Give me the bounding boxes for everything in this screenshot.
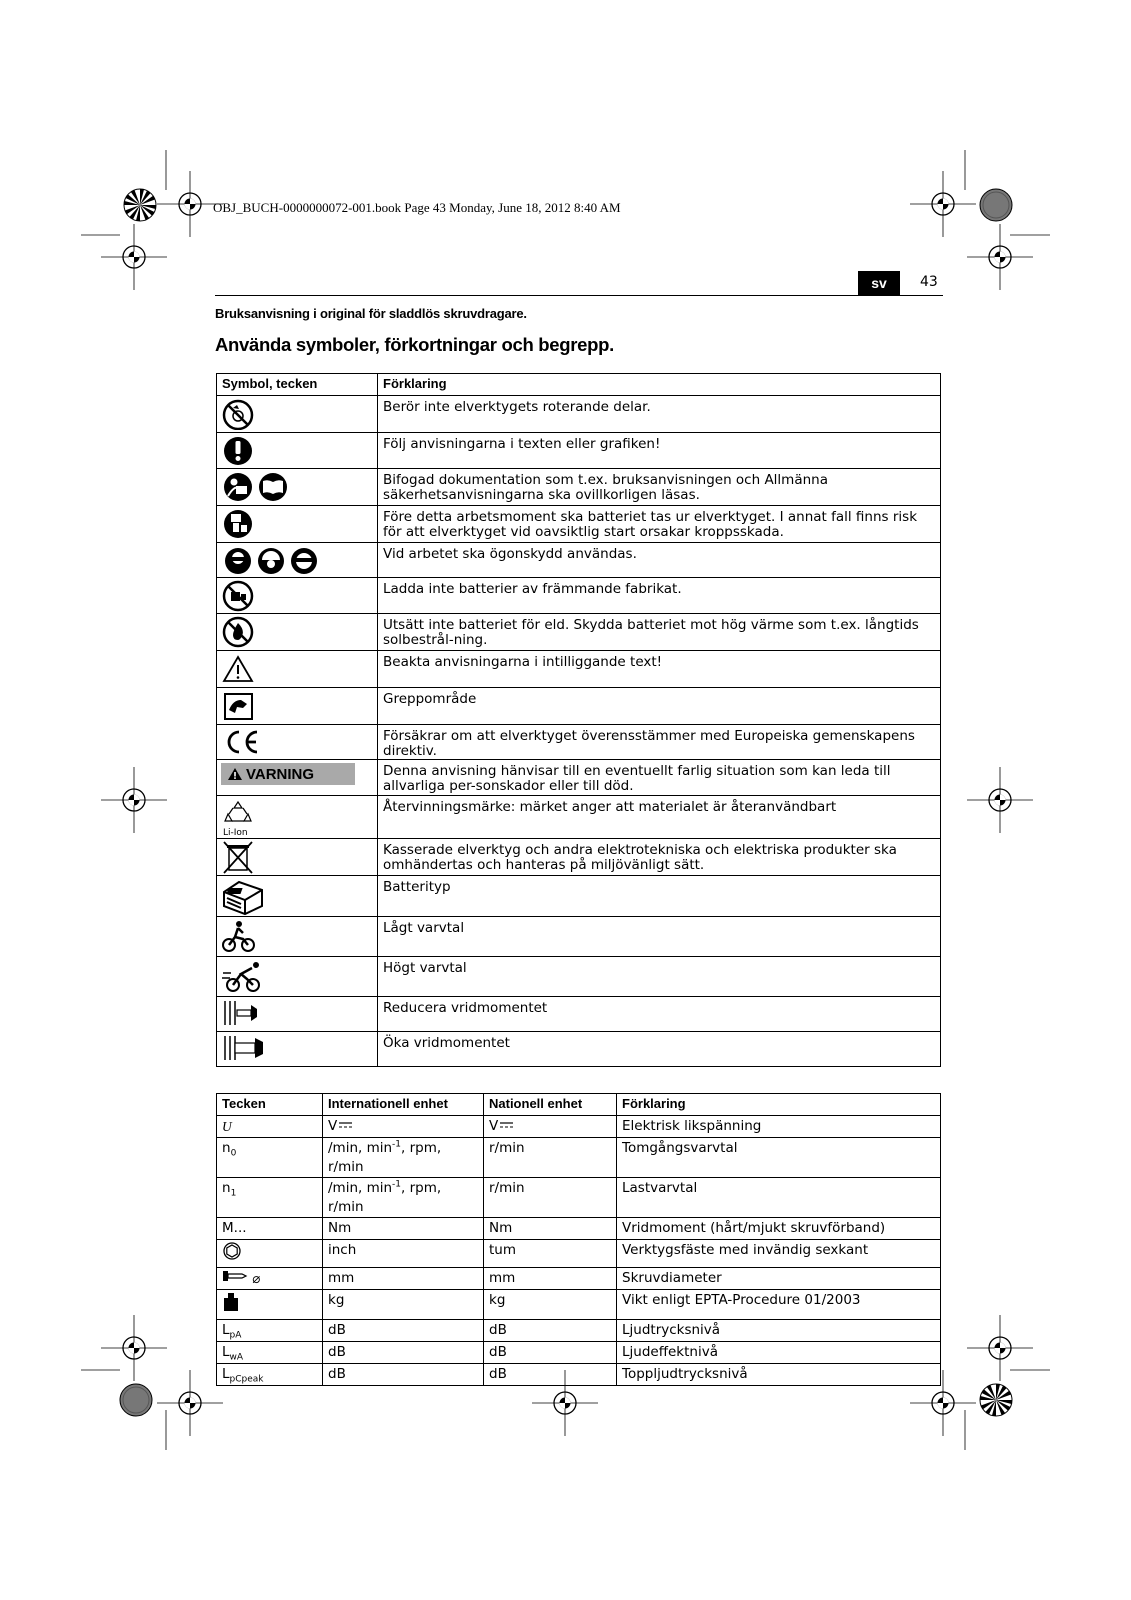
- intl-unit: dB: [323, 1364, 484, 1386]
- crossed-bin-icon: [221, 839, 255, 875]
- sign: U: [222, 1119, 232, 1134]
- battery-pack-icon: [221, 876, 265, 916]
- explanation: Verktygsfäste med invändig sexkant: [617, 1240, 941, 1268]
- warning-label-icon: [221, 763, 355, 785]
- eye-protection-icon: [221, 543, 321, 577]
- column-header-symbol: Symbol, tecken: [217, 374, 378, 396]
- national-unit: mm: [484, 1268, 617, 1290]
- column-header-explanation: Förklaring: [617, 1094, 941, 1116]
- recycling-icon: [221, 796, 373, 838]
- table-cell: Ladda inte batterier av främmande fabrikat.: [378, 578, 941, 614]
- national-unit: kg: [484, 1290, 617, 1320]
- table-row: [217, 796, 941, 839]
- sign-subscript: 0: [230, 1148, 237, 1159]
- intl-unit-exponent: -1: [392, 1179, 402, 1190]
- explanation: Vridmoment (hårt/mjukt skruvförband): [617, 1218, 941, 1240]
- intl-unit: mm: [323, 1268, 484, 1290]
- table-row: [217, 1290, 941, 1320]
- grip-area-icon: [221, 688, 255, 722]
- remove-battery-icon: [221, 506, 255, 540]
- table-cell: Kasserade elverktyg och andra elektrotekniska och elektriska produkter ska omhändertas och hanteras på miljövänligt sätt.: [378, 839, 941, 876]
- explanation: Skruvdiameter: [617, 1268, 941, 1290]
- sign: M...: [217, 1218, 323, 1240]
- national-unit: dB: [484, 1320, 617, 1342]
- header-rule: [215, 295, 943, 296]
- table-cell: Bifogad dokumentation som t.ex. bruksanvisningen och Allmänna säkerhetsanvisningarna ska ovillkorligen läsas.: [378, 469, 941, 506]
- intl-unit: /min, min: [328, 1140, 393, 1156]
- intl-unit: dB: [323, 1342, 484, 1364]
- page-number: 43: [920, 274, 938, 290]
- intl-unit: inch: [323, 1240, 484, 1268]
- column-header-explanation: Förklaring: [378, 374, 941, 396]
- no-fire-icon: [221, 614, 255, 648]
- sign: n: [222, 1180, 231, 1196]
- table-row: [217, 760, 941, 796]
- table-cell: Försäkrar om att elverktyget överensstämmer med Europeiska gemenskapens direktiv.: [378, 725, 941, 760]
- national-unit: r/min: [484, 1178, 617, 1218]
- intl-unit: dB: [323, 1320, 484, 1342]
- sign: L: [222, 1366, 230, 1382]
- table-row: [217, 543, 941, 578]
- bicycle-slow-icon: [221, 917, 255, 955]
- no-touch-rotating-icon: [221, 396, 255, 430]
- column-header-national: Nationell enhet: [484, 1094, 617, 1116]
- national-unit: r/min: [484, 1138, 617, 1178]
- table-row: [217, 1116, 941, 1138]
- units-table: [216, 1093, 941, 1386]
- table-cell: Berör inte elverktygets roterande delar.: [378, 396, 941, 433]
- sign: ⌀: [252, 1271, 261, 1287]
- table-cell: Utsätt inte batteriet för eld. Skydda batteriet mot hög värme som t.ex. långtids solbestrål-ning.: [378, 614, 941, 651]
- intl-unit: Nm: [323, 1218, 484, 1240]
- sign: L: [222, 1344, 230, 1360]
- table-row: [217, 506, 941, 543]
- warning-triangle-icon: [227, 767, 243, 781]
- national-unit: dB: [484, 1364, 617, 1386]
- table-cell: Denna anvisning hänvisar till en eventuellt farlig situation som kan leda till allvarliga per-sonskador eller till död.: [378, 760, 941, 796]
- table-cell: Återvinningsmärke: märket anger att materialet är återanvändbart: [378, 796, 941, 839]
- table-row: [217, 1268, 941, 1290]
- table-row: [217, 614, 941, 651]
- explanation: Tomgångsvarvtal: [617, 1138, 941, 1178]
- no-foreign-charger-icon: [221, 578, 255, 612]
- table-row: [217, 957, 941, 997]
- hexagon-socket-icon: [222, 1241, 242, 1261]
- table-row: [217, 651, 941, 688]
- table-cell: Beakta anvisningarna i intilliggande text!: [378, 651, 941, 688]
- explanation: Ljudeffektnivå: [617, 1342, 941, 1364]
- ce-mark-icon: [221, 725, 261, 755]
- table-row: [217, 469, 941, 506]
- recycle-arrows-icon: [223, 800, 253, 825]
- table-row: [217, 688, 941, 725]
- column-header-international: Internationell enhet: [323, 1094, 484, 1116]
- national-unit: V: [489, 1118, 499, 1134]
- sign: n: [222, 1140, 231, 1156]
- language-badge: sv: [858, 271, 900, 295]
- national-unit: dB: [484, 1342, 617, 1364]
- table-row: [217, 1364, 941, 1386]
- explanation: Elektrisk likspänning: [617, 1116, 941, 1138]
- warning-triangle-icon: [221, 651, 255, 685]
- table-row: [217, 839, 941, 876]
- table-row: [217, 1240, 941, 1268]
- intl-unit-tail: , rpm, r/min: [328, 1180, 442, 1215]
- explanation: Vikt enligt EPTA-Procedure 01/2003: [617, 1290, 941, 1320]
- table-cell: Högt varvtal: [378, 957, 941, 997]
- torque-increase-icon: [221, 1032, 265, 1064]
- table-cell: Följ anvisningarna i texten eller grafiken!: [378, 433, 941, 469]
- dc-symbol-icon: [337, 1120, 353, 1130]
- table-row: [217, 1032, 941, 1067]
- table-row: [217, 1320, 941, 1342]
- weight-icon: [222, 1291, 240, 1313]
- intl-unit-tail: , rpm, r/min: [328, 1140, 442, 1175]
- table-row: [217, 917, 941, 957]
- table-row: [217, 997, 941, 1032]
- intl-unit: V: [328, 1118, 338, 1134]
- read-manual-icon: [221, 469, 293, 503]
- intl-unit: /min, min: [328, 1180, 393, 1196]
- dc-symbol-icon: [498, 1120, 514, 1130]
- table-row: [217, 433, 941, 469]
- table-row: [217, 1218, 941, 1240]
- table-cell: Öka vridmomentet: [378, 1032, 941, 1067]
- table-row: [217, 876, 941, 917]
- table-row: [217, 1178, 941, 1218]
- sign-subscript: pA: [229, 1330, 242, 1341]
- explanation: Ljudtrycksnivå: [617, 1320, 941, 1342]
- table-cell: Greppområde: [378, 688, 941, 725]
- sign-subscript: wA: [229, 1352, 244, 1363]
- table-row: [217, 396, 941, 433]
- page-title: Använda symboler, förkortningar och begrepp.: [215, 334, 615, 355]
- exclamation-icon: [221, 433, 255, 467]
- table-row: [217, 1138, 941, 1178]
- sign: L: [222, 1322, 230, 1338]
- explanation: Toppljudtrycksnivå: [617, 1364, 941, 1386]
- intl-unit: kg: [323, 1290, 484, 1320]
- li-ion-label: Li-Ion: [223, 828, 248, 838]
- table-row: [217, 725, 941, 760]
- document-subtitle: Bruksanvisning i original för sladdlös skruvdragare.: [215, 306, 527, 321]
- file-info: OBJ_BUCH-0000000072-001.book Page 43 Monday, June 18, 2012 8:40 AM: [213, 200, 621, 215]
- column-header-sign: Tecken: [217, 1094, 323, 1116]
- intl-unit-exponent: -1: [392, 1139, 402, 1150]
- table-cell: Vid arbetet ska ögonskydd användas.: [378, 543, 941, 578]
- sign-subscript: pCpeak: [229, 1374, 264, 1385]
- table-row: [217, 578, 941, 614]
- warning-label-text: VARNING: [246, 765, 315, 783]
- explanation: Lastvarvtal: [617, 1178, 941, 1218]
- national-unit: Nm: [484, 1218, 617, 1240]
- torque-reduce-icon: [221, 997, 261, 1029]
- national-unit: tum: [484, 1240, 617, 1268]
- table-row: [217, 1342, 941, 1364]
- table-cell: Lågt varvtal: [378, 917, 941, 957]
- table-cell: Före detta arbetsmoment ska batteriet tas ur elverktyget. I annat fall finns risk för att elverktyget vid oavsiktlig start orsakar kroppsskada.: [378, 506, 941, 543]
- screw-icon: [222, 1269, 248, 1283]
- bicycle-fast-icon: [221, 957, 265, 995]
- table-cell: Batterityp: [378, 876, 941, 917]
- symbol-table: [216, 373, 941, 1067]
- table-cell: Reducera vridmomentet: [378, 997, 941, 1032]
- sign-subscript: 1: [230, 1188, 237, 1199]
